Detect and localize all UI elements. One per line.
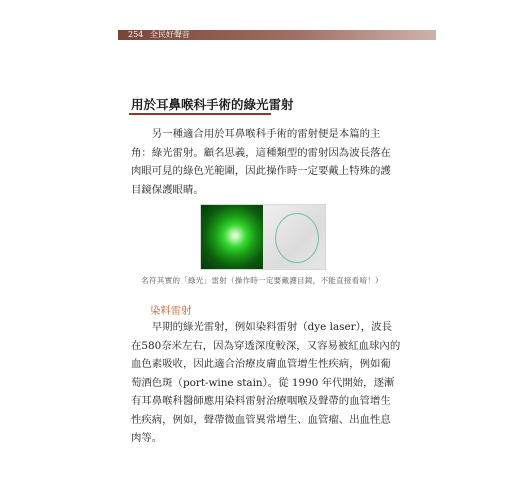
subheading-dye-laser: 染料雷射 [150, 305, 192, 317]
green-laser-beam-image [201, 205, 263, 269]
fiber-loop [275, 213, 319, 263]
book-title: 全民好聲音 [149, 30, 190, 39]
intro-paragraph: 另一種適合用於耳鼻喉科手術的雷射便是本篇的主角：綠光雷射。顧名思義，這種類型的雷射因為波長落在肉眼可見的綠色光範圍，因此操作時一定要戴上特殊的護目鏡保護眼睛。 [131, 128, 391, 196]
figure-caption: 名符其實的「綠光」雷射（操作時一定要戴護目鏡，不能直接看唷！） [141, 276, 383, 285]
running-header [128, 29, 190, 41]
green-laser-photo [200, 204, 326, 270]
dye-laser-paragraph: 早期的綠光雷射，例如染料雷射（dye laser），波長在580奈米左右，因為穿透深度較深，又容易被紅血球內的血色素吸收，因此適合治療皮膚血管增生性疾病，例如葡萄酒色斑（port-wine stain）。從 1990 年代開始，逐漸有耳鼻喉科醫師應用染料雷射治療咽喉及聲帶的血管增生性疾病，例如，聲帶微血管異常增生、血管瘤、出血性息肉等。 [131, 321, 401, 444]
section-title: 用於耳鼻喉科手術的綠光雷射 [131, 97, 294, 112]
laser-fiber-image [263, 205, 325, 269]
page-number: 254 [128, 30, 144, 39]
section-title-underline [129, 113, 271, 115]
